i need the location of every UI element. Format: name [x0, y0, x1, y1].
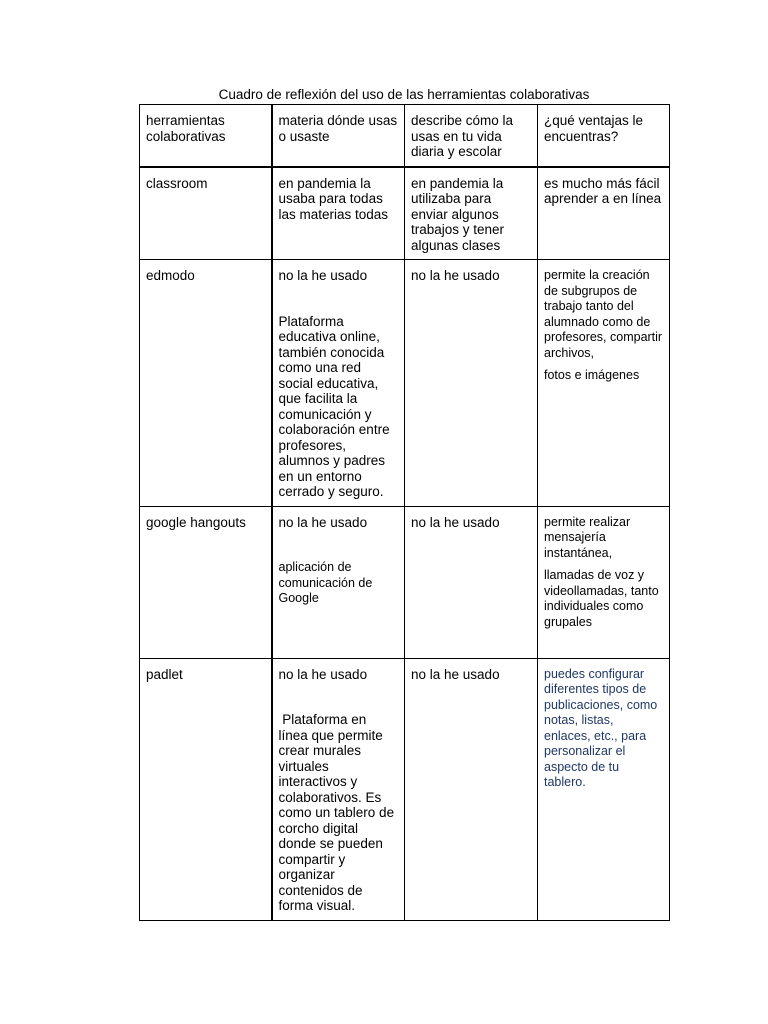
usage-text: en pandemia la utilizaba para enviar algunos trabajos y tener algunas clases — [411, 175, 505, 253]
table-row — [140, 506, 670, 658]
cell-tool — [140, 658, 272, 920]
table-row — [140, 260, 670, 507]
cell-usage — [405, 260, 538, 507]
cell-subject — [272, 260, 405, 507]
subject-text: no la he usado — [278, 514, 368, 530]
subject-note: aplicación de comunicación de Google — [278, 560, 373, 605]
cell-usage — [405, 167, 538, 260]
cell-usage — [405, 506, 538, 658]
usage-text: no la he usado — [411, 514, 500, 530]
cell-tool — [140, 167, 272, 260]
advantages-text: permite realizar mensajería instantánea, — [544, 514, 631, 560]
tool-name: padlet — [146, 666, 183, 682]
cell-subject — [272, 167, 405, 260]
cell-subject — [272, 506, 405, 658]
header-label: materia dónde usas o usaste — [278, 113, 398, 144]
cell-advantages — [538, 260, 670, 507]
usage-text: no la he usado — [411, 666, 500, 682]
tool-name: classroom — [146, 175, 208, 191]
subject-text: en pandemia la usaba para todas las materias todas — [278, 175, 389, 222]
cell-advantages — [538, 506, 670, 658]
subject-note: Plataforma en línea que permite crear murales virtuales interactivos y colaborativos. Es como un tablero de corcho digital donde se pueden compartir y organizar contenidos de forma visual. — [278, 712, 398, 913]
header-label: herramientas colaborativas — [146, 113, 226, 144]
subject-text: no la he usado — [278, 268, 368, 283]
header-cell-tools — [140, 105, 272, 167]
tool-name: google hangouts — [146, 514, 246, 530]
cell-subject — [272, 658, 405, 920]
table-row — [140, 658, 670, 920]
usage-text: no la he usado — [411, 268, 500, 283]
header-label: ¿qué ventajas le encuentras? — [544, 113, 644, 144]
advantages-text-extra: fotos e imágenes — [544, 368, 640, 382]
advantages-text-extra: llamadas de voz y videollamadas, tanto individuales como grupales — [544, 568, 659, 629]
header-cell-advantages — [538, 105, 670, 167]
table-row — [140, 167, 670, 260]
table-header-row — [140, 105, 670, 167]
header-label: describe cómo la usas en tu vida diaria y escolar — [411, 113, 514, 159]
subject-text: no la he usado — [278, 666, 368, 682]
advantages-text: permite la creación de subgrupos de trabajo tanto del alumnado como de profesores, compartir archivos, — [544, 268, 663, 360]
advantages-text: es mucho más fácil aprender a en línea — [544, 175, 662, 206]
reflection-table — [139, 104, 670, 921]
cell-advantages — [538, 658, 670, 920]
cell-tool — [140, 260, 272, 507]
document-title: Cuadro de reflexión del uso de las herramientas colaborativas — [218, 87, 590, 102]
advantages-text: puedes configurar diferentes tipos de publicaciones, como notas, listas, enlaces, etc., para personalizar el aspecto de tu tablero. — [544, 666, 658, 789]
cell-tool — [140, 506, 272, 658]
header-cell-subject — [272, 105, 405, 167]
cell-usage — [405, 658, 538, 920]
header-cell-usage — [405, 105, 538, 167]
subject-note: Plataforma educativa online, también conocida como una red social educativa, que facilita la comunicación y colaboración entre profesores, alumnos y padres en un entorno cerrado y seguro. — [278, 313, 394, 499]
tool-name: edmodo — [146, 268, 195, 283]
cell-advantages — [538, 167, 670, 260]
